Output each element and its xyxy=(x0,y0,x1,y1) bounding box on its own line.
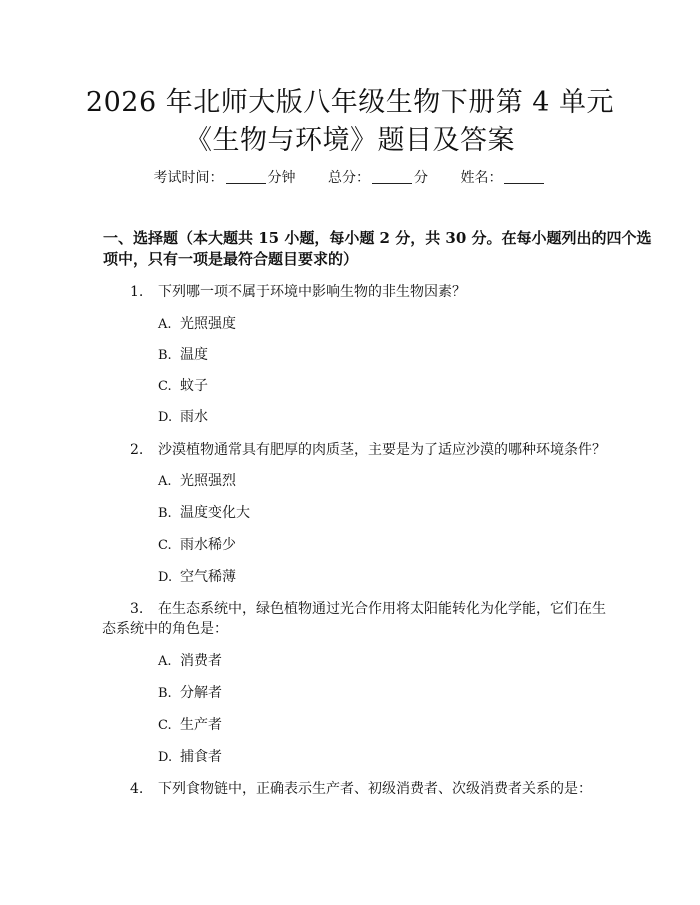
option-letter: C. xyxy=(158,379,172,394)
option-text: 温度变化大 xyxy=(180,505,250,521)
option-text: 温度 xyxy=(180,347,208,363)
question-text-continued: 态系统中的角色是： xyxy=(102,621,228,637)
exam-time-field xyxy=(154,168,296,188)
question-text: 沙漠植物通常具有肥厚的肉质茎，主要是为了适应沙漠的哪种环境条件？ xyxy=(158,442,606,458)
total-score-field xyxy=(328,168,428,188)
option-letter: B. xyxy=(158,686,172,701)
option-text: 消费者 xyxy=(180,653,222,669)
question-2-option-a xyxy=(158,471,236,492)
document-title-line-1: 2026 年北师大版八年级生物下册第 4 单元 xyxy=(85,87,615,118)
question-3-option-d xyxy=(158,747,222,768)
question-1-option-a xyxy=(158,314,236,335)
option-text: 分解者 xyxy=(180,685,222,701)
question-1-option-d xyxy=(158,407,208,428)
question-3-option-c xyxy=(158,715,222,736)
student-name-field xyxy=(460,168,546,188)
question-4 xyxy=(130,779,605,799)
exam-info-row xyxy=(0,168,700,188)
option-text: 光照强度 xyxy=(180,316,236,332)
option-letter: C. xyxy=(158,718,172,733)
option-letter: D. xyxy=(158,410,173,425)
section-heading-line-2: 项中，只有一项是最符合题目要求的） xyxy=(103,250,359,268)
option-text: 生产者 xyxy=(180,717,222,733)
question-3-option-b xyxy=(158,683,222,704)
exam-time-label: 考试时间： xyxy=(153,170,224,186)
question-number: 1. xyxy=(130,284,144,300)
option-letter: D. xyxy=(158,750,173,765)
question-1-option-b xyxy=(158,345,208,366)
section-heading-line-1: 一、选择题（本大题共 15 小题，每小题 2 分，共 30 分。在每小题列出的四个选 xyxy=(103,229,652,247)
option-letter: B. xyxy=(158,506,172,521)
option-text: 雨水稀少 xyxy=(180,537,236,553)
question-3 xyxy=(102,599,606,639)
total-score-label: 总分： xyxy=(328,170,370,186)
section-heading xyxy=(103,228,652,270)
question-number: 3. xyxy=(130,601,144,617)
question-text: 在生态系统中，绿色植物通过光合作用将太阳能转化为化学能，它们在生 xyxy=(158,601,606,617)
question-1 xyxy=(130,282,605,302)
option-letter: B. xyxy=(158,348,172,363)
option-letter: D. xyxy=(158,570,173,585)
question-text: 下列哪一项不属于环境中影响生物的非生物因素？ xyxy=(158,284,466,300)
option-text: 光照强烈 xyxy=(180,473,236,489)
question-2 xyxy=(130,440,605,460)
option-text: 空气稀薄 xyxy=(180,569,236,585)
option-letter: A. xyxy=(158,654,172,669)
question-3-option-a xyxy=(158,651,222,672)
exam-time-blank xyxy=(226,169,266,184)
total-score-unit: 分 xyxy=(414,170,428,186)
student-name-label: 姓名： xyxy=(460,170,503,186)
option-text: 雨水 xyxy=(180,409,208,425)
question-2-option-d xyxy=(158,567,236,588)
exam-time-unit: 分钟 xyxy=(267,170,296,186)
question-number: 4. xyxy=(130,781,144,797)
option-text: 蚊子 xyxy=(180,378,208,394)
question-number: 2. xyxy=(130,442,144,458)
option-letter: A. xyxy=(158,474,172,489)
question-2-option-b xyxy=(158,503,250,524)
document-title-line-2: 《生物与环境》题目及答案 xyxy=(185,125,515,156)
question-2-option-c xyxy=(158,535,236,556)
option-text: 捕食者 xyxy=(180,749,222,765)
student-name-blank xyxy=(504,169,544,184)
option-letter: A. xyxy=(158,317,172,332)
question-1-option-c xyxy=(158,376,208,397)
question-text: 下列食物链中，正确表示生产者、初级消费者、次级消费者关系的是： xyxy=(158,781,592,797)
option-letter: C. xyxy=(158,538,172,553)
total-score-blank xyxy=(372,169,412,184)
